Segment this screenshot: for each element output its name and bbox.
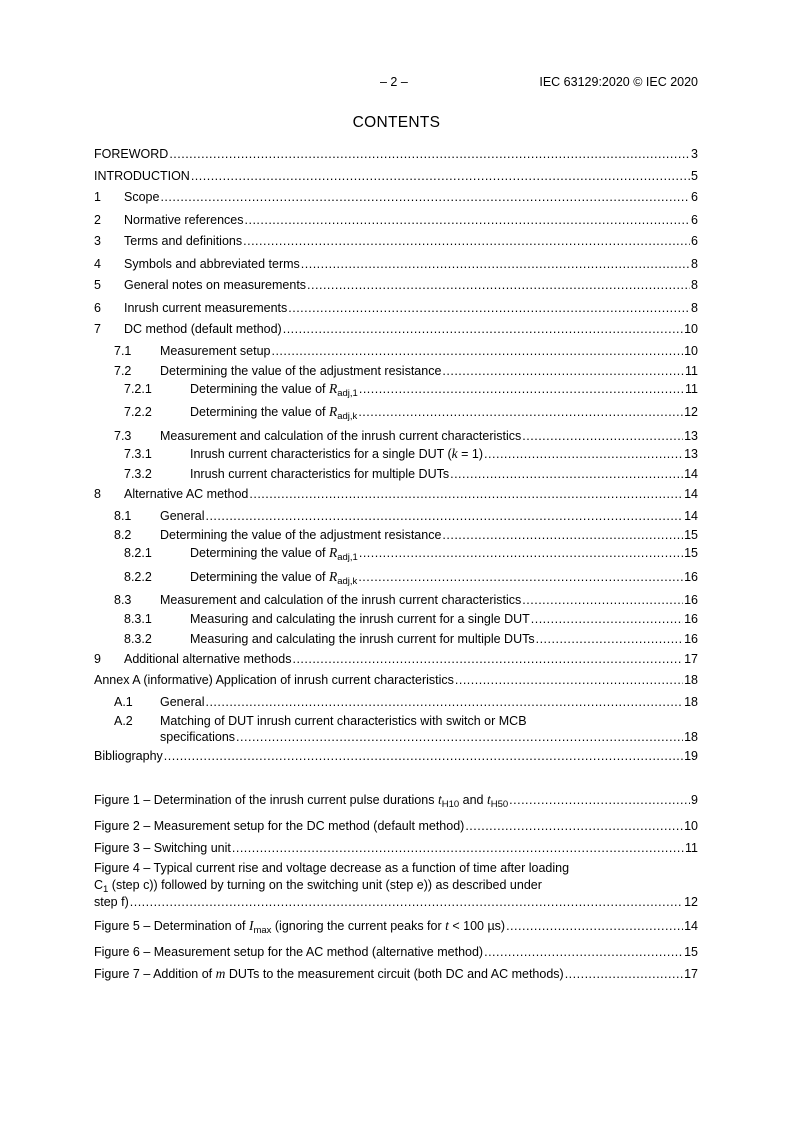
toc-entry-row — [124, 611, 698, 627]
toc-entry-title-text: Inrush current measurements — [124, 301, 288, 315]
toc-entry[interactable] — [94, 343, 698, 359]
toc-entry-row — [124, 466, 698, 482]
dot-leader — [245, 212, 691, 228]
toc-entry-number: 1 — [94, 190, 101, 204]
figure-entry-symbol-subscript: 1 — [103, 884, 109, 895]
toc-entry-title — [94, 748, 163, 764]
dot-leader — [232, 840, 684, 856]
math-subscript: H10 — [441, 799, 460, 810]
math-variable: R — [328, 404, 338, 419]
toc-entry-page: 13 — [684, 447, 698, 461]
dot-leader — [522, 592, 683, 608]
toc-entry[interactable] — [94, 189, 698, 205]
toc-entry[interactable] — [94, 363, 698, 379]
math-subscript: max — [253, 925, 272, 936]
figure-entry-row — [94, 966, 698, 982]
figure-entry-title-text: Figure 5 – Determination of — [94, 919, 249, 933]
toc-entry-title-text: Determining the value of — [190, 546, 326, 560]
toc-entry-title-text: DC method (default method) — [124, 322, 282, 336]
dot-leader — [536, 631, 683, 647]
toc-entry-page: 16 — [684, 632, 698, 646]
dot-leader — [236, 729, 683, 745]
toc-entry-title-text: Measurement and calculation of the inrush current characteristics — [160, 593, 522, 607]
toc-entry[interactable] — [94, 404, 698, 420]
toc-entry-number: 2 — [94, 213, 101, 227]
toc-entry-page: 14 — [684, 509, 698, 523]
dot-leader — [271, 343, 683, 359]
figure-entry-page: 11 — [685, 841, 698, 855]
toc-entry-row — [94, 168, 698, 184]
toc-entry-title — [190, 611, 530, 627]
figure-list-entry[interactable] — [94, 918, 698, 934]
page-number: – 2 – — [380, 75, 408, 89]
toc-entry-row — [124, 381, 698, 397]
dot-leader — [169, 146, 690, 162]
toc-entry[interactable] — [94, 300, 698, 316]
math-subscript: adj,1 — [337, 388, 358, 399]
figure-entry-symbol: C — [94, 878, 104, 892]
figure-entry-row — [94, 792, 698, 808]
toc-entry-page: 18 — [684, 695, 698, 709]
toc-entry[interactable] — [94, 611, 698, 627]
dot-leader — [249, 486, 683, 502]
dot-leader — [450, 466, 683, 482]
toc-entry-title — [160, 527, 441, 543]
contents-title: CONTENTS — [352, 114, 441, 131]
toc-entry-page: 10 — [684, 344, 698, 358]
toc-entry-number: A.2 — [114, 714, 133, 728]
toc-entry[interactable] — [94, 256, 698, 272]
toc-entry-number: 7.3.2 — [124, 467, 152, 481]
toc-entry-title-text: Measurement setup — [160, 344, 271, 358]
toc-entry-title — [160, 694, 204, 710]
toc-entry-title-text: Determining the value of — [190, 405, 326, 419]
figure-entry-title — [94, 792, 508, 813]
toc-entry-title-continued: specifications — [160, 730, 236, 744]
toc-entry-title-text: Symbols and abbreviated terms — [124, 257, 300, 271]
dot-leader — [509, 792, 690, 808]
toc-entry-number: 3 — [94, 234, 101, 248]
toc-entry[interactable] — [94, 428, 698, 444]
figure-entry-title — [94, 944, 483, 960]
figure-entry-row — [94, 944, 698, 960]
toc-entry[interactable] — [94, 146, 698, 162]
toc-entry-title-text: Alternative AC method — [124, 487, 249, 501]
toc-entry[interactable] — [94, 321, 698, 337]
figure-entry-title — [94, 918, 505, 939]
toc-entry-title-text: Terms and definitions — [124, 234, 243, 248]
figure-list-entry[interactable] — [94, 818, 698, 834]
toc-entry-row — [124, 404, 698, 420]
toc-entry[interactable] — [94, 381, 698, 397]
toc-entry-page: 14 — [684, 487, 698, 501]
toc-entry-row — [124, 446, 698, 462]
toc-entry-page: 18 — [684, 673, 698, 687]
figure-entry-title-tail: (ignoring the current peaks for — [271, 919, 446, 933]
toc-entry[interactable] — [94, 212, 698, 228]
toc-entry-number: 8.3.2 — [124, 632, 152, 646]
toc-entry-number: 8.2.2 — [124, 570, 152, 584]
toc-entry-row — [94, 651, 698, 667]
dot-leader — [442, 363, 684, 379]
toc-entry-number: 4 — [94, 257, 101, 271]
toc-entry-title — [190, 381, 358, 397]
toc-entry[interactable] — [94, 672, 698, 688]
toc-entry-number: 5 — [94, 278, 101, 292]
toc-entry-title — [190, 631, 535, 647]
toc-entry-title — [124, 256, 300, 272]
toc-entry-page: 6 — [691, 190, 698, 204]
dot-leader — [358, 404, 683, 420]
dot-leader — [191, 168, 690, 184]
toc-entry-number: 7.1 — [114, 344, 132, 358]
dot-leader — [205, 694, 683, 710]
toc-entry-title-text: Determining the value of — [190, 570, 326, 584]
toc-entry-number: 6 — [94, 301, 101, 315]
dot-leader — [358, 569, 683, 585]
figure-entry-title-line3: step f) — [94, 895, 129, 909]
dot-leader — [465, 818, 683, 834]
figure-entry-title-mid: and — [459, 793, 487, 807]
dot-leader — [531, 611, 683, 627]
figure-entry-page: 15 — [684, 945, 698, 959]
toc-entry[interactable] — [94, 569, 698, 585]
toc-entry-page: 14 — [684, 467, 698, 481]
toc-entry-number: 8.1 — [114, 509, 132, 523]
toc-entry-row — [114, 363, 698, 379]
toc-entry-number: 7 — [94, 322, 101, 336]
toc-entry-row — [124, 631, 698, 647]
toc-entry-title-text: Annex A (informative) Application of inrush current characteristics — [94, 673, 454, 687]
math-variable: I — [248, 918, 254, 933]
toc-entry-page: 10 — [684, 322, 698, 336]
toc-entry-number: 8 — [94, 487, 101, 501]
toc-entry-title-text: Inrush current characteristics for multiple DUTs — [190, 467, 450, 481]
toc-entry-page: 16 — [684, 593, 698, 607]
toc-entry-row — [94, 300, 698, 316]
toc-entry-number: 8.3.1 — [124, 612, 152, 626]
toc-entry-row — [114, 592, 698, 608]
math-variable: m — [215, 966, 226, 981]
toc-entry-title — [124, 212, 244, 228]
toc-entry-title — [190, 466, 449, 482]
figure-entry-title-text: Figure 3 – Switching unit — [94, 841, 231, 855]
toc-entry-title-text: Normative references — [124, 213, 244, 227]
toc-entry-title-text: Measurement and calculation of the inrush current characteristics — [160, 429, 522, 443]
toc-entry-row — [94, 189, 698, 205]
toc-entry-title — [160, 592, 521, 608]
toc-entry-title-text: Additional alternative methods — [124, 652, 292, 666]
toc-entry-number: 8.2.1 — [124, 546, 152, 560]
math-subscript: adj,k — [337, 576, 358, 587]
toc-entry-page: 11 — [685, 364, 698, 378]
math-variable: t — [486, 792, 491, 807]
toc-entry-number: 7.3 — [114, 429, 132, 443]
figure-entry-row — [94, 818, 698, 834]
dot-leader — [243, 233, 690, 249]
dot-leader — [522, 428, 683, 444]
toc-entry-title-text: General — [160, 509, 205, 523]
dot-leader — [130, 894, 683, 910]
dot-leader — [565, 966, 683, 982]
math-subscript: H50 — [490, 799, 509, 810]
dot-leader — [205, 508, 683, 524]
toc-entry-title-text: INTRODUCTION — [94, 169, 190, 183]
dot-leader — [455, 672, 683, 688]
figure-entry-title — [94, 966, 564, 982]
figure-list-entry[interactable] — [94, 944, 698, 960]
figure-list-entry[interactable] — [94, 860, 698, 910]
math-variable: R — [328, 569, 338, 584]
toc-entry-page: 16 — [684, 570, 698, 584]
toc-entry-page: 8 — [691, 278, 698, 292]
toc-entry-page: 3 — [691, 147, 698, 161]
figure-entry-title-tail: DUTs to the measurement circuit (both DC and AC methods) — [225, 967, 564, 981]
figure-list-entry[interactable] — [94, 840, 698, 856]
toc-entry-number: 8.2 — [114, 528, 132, 542]
toc-entry-row — [94, 321, 698, 337]
toc-entry-title-text: Determining the value of — [190, 382, 326, 396]
dot-leader — [506, 918, 683, 934]
toc-entry-row — [114, 508, 698, 524]
toc-entry[interactable] — [94, 508, 698, 524]
toc-entry-number: 8.3 — [114, 593, 132, 607]
figure-list-entry[interactable] — [94, 792, 698, 808]
toc-entry[interactable] — [94, 545, 698, 561]
toc-entry[interactable] — [94, 631, 698, 647]
dot-leader — [359, 545, 683, 561]
dot-leader — [307, 277, 690, 293]
toc-entry-page: 12 — [684, 405, 698, 419]
toc-entry-title-text: FOREWORD — [94, 147, 169, 161]
math-variable: R — [328, 545, 338, 560]
toc-entry-row — [94, 233, 698, 249]
toc-entry[interactable] — [94, 168, 698, 184]
toc-entry-title: Matching of DUT inrush current characteristics with switch or MCB — [160, 714, 527, 728]
toc-entry[interactable] — [94, 527, 698, 543]
toc-entry-title — [94, 672, 454, 688]
toc-entry-page: 8 — [691, 257, 698, 271]
toc-entry-row — [94, 486, 698, 502]
standard-reference: IEC 63129:2020 © IEC 2020 — [539, 75, 698, 89]
figure-entry-title: Figure 4 – Typical current rise and voltage decrease as a function of time after loading — [94, 861, 570, 875]
dot-leader — [484, 944, 683, 960]
toc-entry-row — [114, 527, 698, 543]
toc-entry-title — [160, 363, 441, 379]
figure-list-entry[interactable] — [94, 966, 698, 982]
toc-entry[interactable] — [94, 486, 698, 502]
figure-entry-page: 12 — [684, 895, 698, 909]
toc-entry[interactable] — [94, 446, 698, 462]
toc-entry-page: 6 — [691, 234, 698, 248]
toc-entry-row — [94, 146, 698, 162]
figure-entry-title-text: Figure 6 – Measurement setup for the AC method (alternative method) — [94, 945, 484, 959]
toc-entry-title — [190, 446, 483, 462]
toc-entry[interactable] — [94, 713, 698, 745]
toc-entry-number: 7.3.1 — [124, 447, 152, 461]
figure-entry-row — [94, 894, 698, 910]
figure-entry-title-line2-text: (step c)) followed by turning on the switching unit (step e)) as described under — [108, 878, 542, 892]
toc-entry-title-text: Inrush current characteristics for a single DUT ( — [190, 447, 452, 461]
toc-entry-title — [160, 343, 270, 359]
math-variable: t — [437, 792, 442, 807]
toc-entry-number: 7.2 — [114, 364, 132, 378]
toc-entry-title — [190, 404, 357, 420]
figure-entry-title-text: Figure 7 – Addition of — [94, 967, 216, 981]
dot-leader — [301, 256, 690, 272]
figure-entry-title-text: Figure 2 – Measurement setup for the DC method (default method) — [94, 819, 465, 833]
toc-entry-page: 18 — [684, 730, 698, 744]
toc-entry-row — [114, 694, 698, 710]
figure-entry-page: 10 — [684, 819, 698, 833]
toc-entry-title — [124, 233, 242, 249]
figure-entry-page: 14 — [684, 919, 698, 933]
toc-entry-title — [190, 569, 357, 585]
toc-entry-page: 11 — [685, 382, 698, 396]
toc-entry-row — [124, 545, 698, 561]
toc-entry-title-text: Determining the value of the adjustment resistance — [160, 528, 442, 542]
figure-entry-title-line2 — [94, 877, 542, 893]
toc-entry-title-text: General — [160, 695, 205, 709]
toc-entry-row — [114, 343, 698, 359]
toc-entry-row — [94, 212, 698, 228]
toc-entry[interactable] — [94, 277, 698, 293]
toc-entry[interactable] — [94, 748, 698, 764]
toc-entry-row — [114, 428, 698, 444]
toc-entry-title-text: Measuring and calculating the inrush current for multiple DUTs — [190, 632, 535, 646]
toc-entry-row — [94, 672, 698, 688]
toc-entry-title-text: Determining the value of the adjustment resistance — [160, 364, 442, 378]
toc-entry-title — [124, 486, 248, 502]
dot-leader — [164, 748, 683, 764]
toc-entry[interactable] — [94, 466, 698, 482]
dot-leader — [292, 651, 683, 667]
figure-entry-row — [94, 840, 698, 856]
toc-entry-title — [94, 168, 190, 184]
toc-entry-title — [160, 428, 521, 444]
toc-entry-title — [124, 189, 159, 205]
toc-entry-page: 8 — [691, 301, 698, 315]
page-header — [0, 75, 793, 93]
toc-entry-page: 13 — [684, 429, 698, 443]
toc-entry-number: A.1 — [114, 695, 133, 709]
toc-entry-title-text: Bibliography — [94, 749, 163, 763]
toc-entry-page: 15 — [684, 546, 698, 560]
dot-leader — [359, 381, 684, 397]
toc-entry-title — [124, 277, 306, 293]
toc-entry-title-text: Measuring and calculating the inrush current for a single DUT — [190, 612, 530, 626]
toc-entry-title — [124, 321, 282, 337]
dot-leader — [484, 446, 683, 462]
dot-leader — [442, 527, 683, 543]
toc-entry-row — [94, 748, 698, 764]
figure-entry-title — [94, 840, 231, 856]
toc-entry-title — [94, 146, 168, 162]
toc-entry[interactable] — [94, 233, 698, 249]
figure-entry-title-tail: < 100 µs) — [448, 919, 506, 933]
figure-entry-page: 17 — [684, 967, 698, 981]
toc-entry-row — [94, 256, 698, 272]
toc-entry-page: 19 — [684, 749, 698, 763]
toc-entry-number: 7.2.2 — [124, 405, 152, 419]
math-subscript: adj,k — [337, 411, 358, 422]
toc-entry[interactable] — [94, 694, 698, 710]
toc-entry-title-text: Scope — [124, 190, 160, 204]
figure-entry-title — [94, 818, 464, 834]
toc-entry[interactable] — [94, 651, 698, 667]
toc-entry-title-tail: = 1) — [457, 447, 484, 461]
toc-entry-title — [124, 300, 287, 316]
math-variable: R — [328, 381, 338, 396]
toc-entry-number: 9 — [94, 652, 101, 666]
toc-entry[interactable] — [94, 592, 698, 608]
toc-entry-row — [94, 277, 698, 293]
figure-entry-title-text: Figure 1 – Determination of the inrush current pulse durations — [94, 793, 438, 807]
toc-entry-title — [190, 545, 358, 561]
toc-entry-page: 15 — [684, 528, 698, 542]
toc-entry-title — [160, 508, 204, 524]
dot-leader — [288, 300, 690, 316]
dot-leader — [160, 189, 690, 205]
toc-entry-row — [124, 569, 698, 585]
math-variable: k — [451, 446, 458, 461]
toc-entry-number: 7.2.1 — [124, 382, 152, 396]
toc-entry-title-text: General notes on measurements — [124, 278, 307, 292]
toc-entry-page: 17 — [684, 652, 698, 666]
toc-entry-page: 16 — [684, 612, 698, 626]
dot-leader — [283, 321, 683, 337]
math-variable: t — [445, 918, 449, 933]
toc-entry-page: 6 — [691, 213, 698, 227]
math-subscript: adj,1 — [337, 552, 358, 563]
figure-entry-page: 9 — [691, 793, 698, 807]
toc-entry-page: 5 — [691, 169, 698, 183]
figure-entry-row — [94, 918, 698, 934]
toc-entry-title — [124, 651, 291, 667]
